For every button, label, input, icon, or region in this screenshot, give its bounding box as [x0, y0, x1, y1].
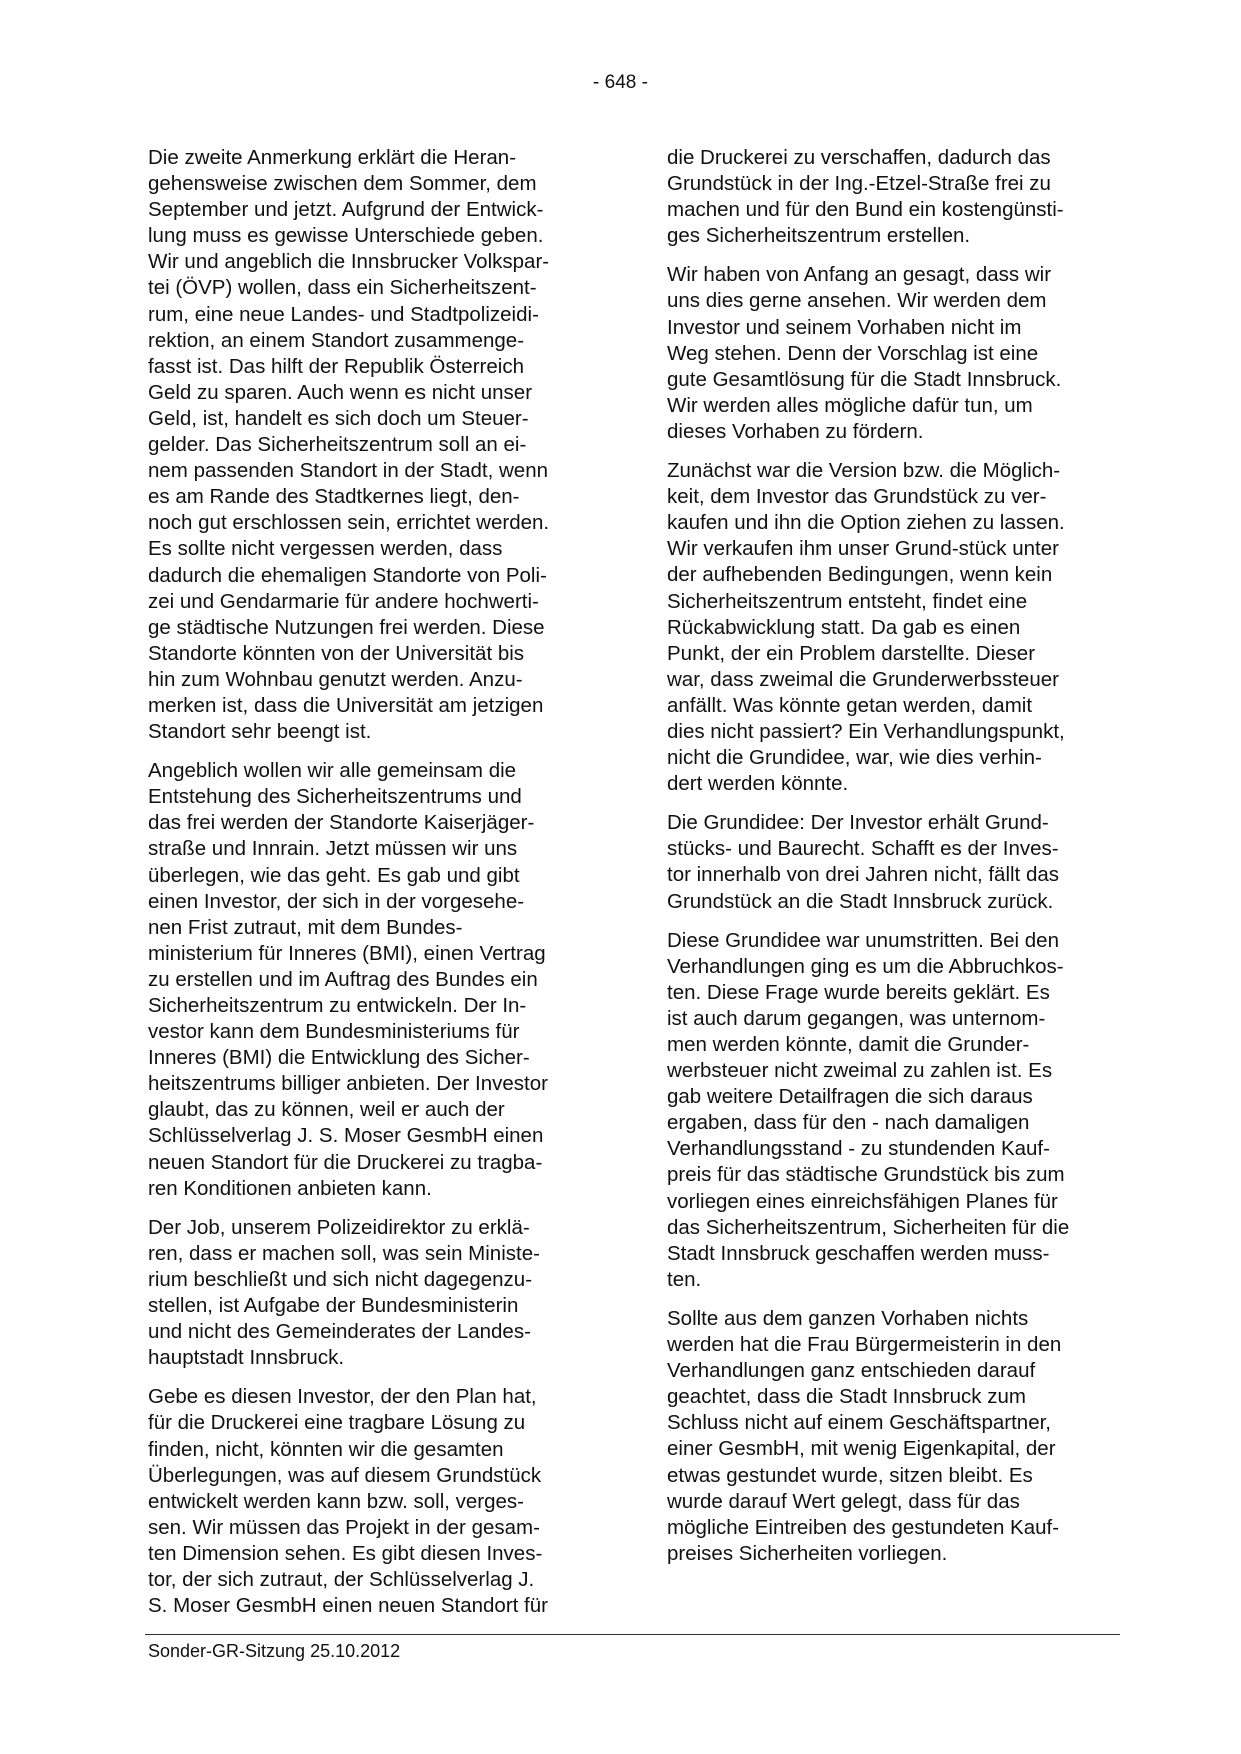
text-line: Verhandlungsstand - zu stundenden Kauf-: [667, 1137, 1050, 1161]
text-line: ist auch darum gegangen, was unternom-: [667, 1006, 1046, 1030]
text-line: stücks- und Baurecht. Schafft es der Inves-: [667, 837, 1059, 861]
text-line: nicht die Grundidee, war, wie dies verhin-: [667, 746, 1042, 770]
paragraph: [148, 1384, 600, 1619]
text-line: Weg stehen. Denn der Vorschlag ist eine: [667, 341, 1039, 365]
text-line: dieses Vorhaben zu fördern.: [667, 419, 924, 443]
text-line: entwickelt werden kann bzw. soll, verges-: [148, 1489, 525, 1513]
text-line: ministerium für Inneres (BMI), einen Vertrag: [148, 941, 546, 965]
text-line: Rückabwicklung statt. Da gab es einen: [667, 615, 1021, 639]
text-line: ren Konditionen anbieten kann.: [148, 1176, 432, 1200]
text-line: neuen Standort für die Druckerei zu tragba-: [148, 1150, 543, 1174]
text-line: der aufhebenden Bedingungen, wenn kein: [667, 563, 1053, 587]
text-line: rektion, an einem Standort zusammenge-: [148, 328, 525, 352]
text-line: preises Sicherheiten vorliegen.: [667, 1541, 948, 1565]
text-line: ges Sicherheitszentrum erstellen.: [667, 224, 971, 248]
text-line: Investor und seinem Vorhaben nicht im: [667, 315, 1022, 339]
paragraph: [148, 1215, 600, 1372]
text-line: glaubt, das zu können, weil er auch der: [148, 1098, 505, 1122]
paragraph: [148, 758, 600, 1202]
text-line: hauptstadt Innsbruck.: [148, 1346, 345, 1370]
text-line: es am Rande des Stadtkernes liegt, den-: [148, 485, 520, 509]
text-line: ergaben, dass für den - nach damaligen: [667, 1111, 1030, 1135]
paragraph: [667, 810, 1119, 914]
text-line: anfällt. Was könnte getan werden, damit: [667, 693, 1033, 717]
text-line: Schlüsselverlag J. S. Moser GesmbH einen: [148, 1124, 544, 1148]
text-line: sen. Wir müssen das Projekt in der gesam-: [148, 1515, 540, 1539]
text-line: ten.: [667, 1267, 702, 1291]
text-line: gute Gesamtlösung für die Stadt Innsbruck.: [667, 367, 1062, 391]
text-line: Wir haben von Anfang an gesagt, dass wir: [667, 263, 1052, 287]
text-line: Wir verkaufen ihm unser Grund-stück unter: [667, 537, 1059, 561]
text-line: zei und Gendarmarie für andere hochwerti-: [148, 589, 539, 613]
text-line: mögliche Eintreiben des gestundeten Kauf-: [667, 1515, 1060, 1539]
text-line: nen Frist zutraut, mit dem Bundes-: [148, 915, 463, 939]
paragraph: [667, 145, 1119, 249]
text-line: werden hat die Frau Bürgermeisterin in den: [667, 1333, 1062, 1357]
paragraph: [667, 1306, 1119, 1567]
text-line: ten. Diese Frage wurde bereits geklärt. Es: [667, 980, 1050, 1004]
text-line: war, dass zweimal die Grunderwerbssteuer: [667, 667, 1059, 691]
text-line: das frei werden der Standorte Kaiserjäger-: [148, 811, 535, 835]
text-line: kaufen und ihn die Option ziehen zu lassen.: [667, 511, 1065, 535]
paragraph: [148, 145, 600, 745]
text-line: heitszentrums billiger anbieten. Der Investor: [148, 1072, 548, 1096]
text-line: Geld, ist, handelt es sich doch um Steuer-: [148, 406, 529, 430]
text-line: Wir und angeblich die Innsbrucker Volkspar-: [148, 250, 550, 274]
text-line: Es sollte nicht vergessen werden, dass: [148, 537, 503, 561]
paragraph: [667, 458, 1119, 797]
text-line: Verhandlungen ging es um die Abbruchkos-: [667, 954, 1064, 978]
text-line: tor innerhalb von drei Jahren nicht, fällt das: [667, 863, 1060, 887]
text-line: Punkt, der ein Problem darstellte. Dieser: [667, 641, 1036, 665]
text-line: einer GesmbH, mit wenig Eigenkapital, der: [667, 1437, 1056, 1461]
text-line: rum, eine neue Landes- und Stadtpolizeidi-: [148, 302, 539, 326]
text-line: Sicherheitszentrum zu entwickeln. Der In-: [148, 994, 527, 1017]
text-line: gelder. Das Sicherheitszentrum soll an ei-: [148, 433, 527, 457]
left-column: [148, 145, 600, 1632]
text-line: vestor kann dem Bundesministeriums für: [148, 1020, 520, 1044]
text-line: hin zum Wohnbau genutzt werden. Anzu-: [148, 667, 523, 691]
text-line: Entstehung des Sicherheitszentrums und: [148, 785, 522, 809]
text-line: keit, dem Investor das Grundstück zu ver-: [667, 485, 1047, 509]
text-line: und nicht des Gemeinderates der Landes-: [148, 1320, 531, 1344]
paragraph: [667, 928, 1119, 1293]
text-line: merken ist, dass die Universität am jetzigen: [148, 693, 544, 717]
page-number: - 648 -: [593, 72, 648, 93]
text-line: Überlegungen, was auf diesem Grundstück: [148, 1463, 542, 1487]
footer-text: Sonder-GR-Sitzung 25.10.2012: [148, 1641, 401, 1661]
text-line: für die Druckerei eine tragbare Lösung zu: [148, 1411, 526, 1435]
text-line: etwas gestundet wurde, sitzen bleibt. Es: [667, 1463, 1033, 1487]
text-line: ren, dass er machen soll, was sein Ministe-: [148, 1241, 540, 1265]
text-line: lung muss es gewisse Unterschiede geben.: [148, 224, 544, 248]
text-line: Standort sehr beengt ist.: [148, 720, 372, 744]
text-line: Grundstück an die Stadt Innsbruck zurück.: [667, 889, 1054, 913]
paragraph: [667, 262, 1119, 445]
footer-divider: [145, 1634, 1120, 1635]
text-line: September und jetzt. Aufgrund der Entwick-: [148, 198, 544, 222]
text-line: wurde darauf Wert gelegt, dass für das: [667, 1489, 1020, 1513]
text-line: dadurch die ehemaligen Standorte von Poli-: [148, 563, 547, 587]
text-line: geachtet, dass die Stadt Innsbruck zum: [667, 1385, 1026, 1409]
text-line: Diese Grundidee war unumstritten. Bei den: [667, 928, 1059, 952]
text-line: tor, der sich zutraut, der Schlüsselverlag J.: [148, 1567, 535, 1591]
text-line: straße und Innrain. Jetzt müssen wir uns: [148, 837, 518, 861]
text-line: einen Investor, der sich in der vorgesehe-: [148, 889, 525, 913]
text-line: ge städtische Nutzungen frei werden. Diese: [148, 615, 545, 639]
text-line: die Druckerei zu verschaffen, dadurch das: [667, 146, 1051, 169]
text-line: Verhandlungen ganz entschieden darauf: [667, 1359, 1036, 1383]
text-line: finden, nicht, könnten wir die gesamten: [148, 1437, 504, 1461]
text-line: men werden könnte, damit die Grunder-: [667, 1033, 1030, 1056]
text-line: das Sicherheitszentrum, Sicherheiten für die: [667, 1215, 1070, 1239]
text-line: Der Job, unserem Polizeidirektor zu erklä-: [148, 1215, 530, 1239]
text-line: uns dies gerne ansehen. Wir werden dem: [667, 289, 1047, 313]
text-line: Grundstück in der Ing.-Etzel-Straße frei zu: [667, 172, 1051, 196]
text-line: gehensweise zwischen dem Sommer, dem: [148, 172, 537, 196]
text-line: überlegen, wie das geht. Es gab und gibt: [148, 863, 520, 887]
text-line: nem passenden Standort in der Stadt, wenn: [148, 459, 549, 483]
text-line: dert werden könnte.: [667, 772, 849, 796]
text-line: Schluss nicht auf einem Geschäftspartner,: [667, 1411, 1052, 1435]
text-line: zu erstellen und im Auftrag des Bundes ein: [148, 967, 538, 991]
text-line: Inneres (BMI) die Entwicklung des Sicher-: [148, 1046, 530, 1070]
right-column: [667, 145, 1119, 1580]
text-line: ten Dimension sehen. Es gibt diesen Inves-: [148, 1541, 543, 1565]
text-line: preis für das städtische Grundstück bis zum: [667, 1163, 1065, 1187]
text-line: Die Grundidee: Der Investor erhält Grund-: [667, 811, 1049, 835]
text-line: Gebe es diesen Investor, der den Plan hat,: [148, 1385, 537, 1409]
text-line: Standorte könnten von der Universität bis: [148, 641, 525, 665]
text-line: Zunächst war die Version bzw. die Möglich-: [667, 459, 1061, 483]
text-line: stellen, ist Aufgabe der Bundesministerin: [148, 1294, 519, 1318]
text-line: Die zweite Anmerkung erklärt die Heran-: [148, 146, 517, 169]
text-line: Wir werden alles mögliche dafür tun, um: [667, 393, 1033, 417]
text-line: dies nicht passiert? Ein Verhandlungspunkt,: [667, 719, 1065, 743]
text-line: S. Moser GesmbH einen neuen Standort für: [148, 1594, 548, 1618]
text-line: Sicherheitszentrum entsteht, findet eine: [667, 589, 1028, 613]
text-line: fasst ist. Das hilft der Republik Österreich: [148, 354, 524, 378]
text-line: werbsteuer nicht zweimal zu zahlen ist. Es: [667, 1059, 1053, 1083]
text-line: gab weitere Detailfragen die sich daraus: [667, 1085, 1033, 1109]
text-line: vorliegen eines einreichsfähigen Planes für: [667, 1189, 1058, 1213]
text-line: Stadt Innsbruck geschaffen werden muss-: [667, 1241, 1050, 1265]
text-line: tei (ÖVP) wollen, dass ein Sicherheitszent-: [148, 276, 537, 300]
text-line: machen und für den Bund ein kostengünsti-: [667, 198, 1064, 222]
text-line: Geld zu sparen. Auch wenn es nicht unser: [148, 380, 533, 404]
text-line: rium beschließt und sich nicht dagegenzu-: [148, 1267, 533, 1291]
text-line: Sollte aus dem ganzen Vorhaben nichts: [667, 1306, 1029, 1330]
text-line: noch gut erschlossen sein, errichtet werden.: [148, 511, 550, 535]
text-line: Angeblich wollen wir alle gemeinsam die: [148, 759, 517, 783]
